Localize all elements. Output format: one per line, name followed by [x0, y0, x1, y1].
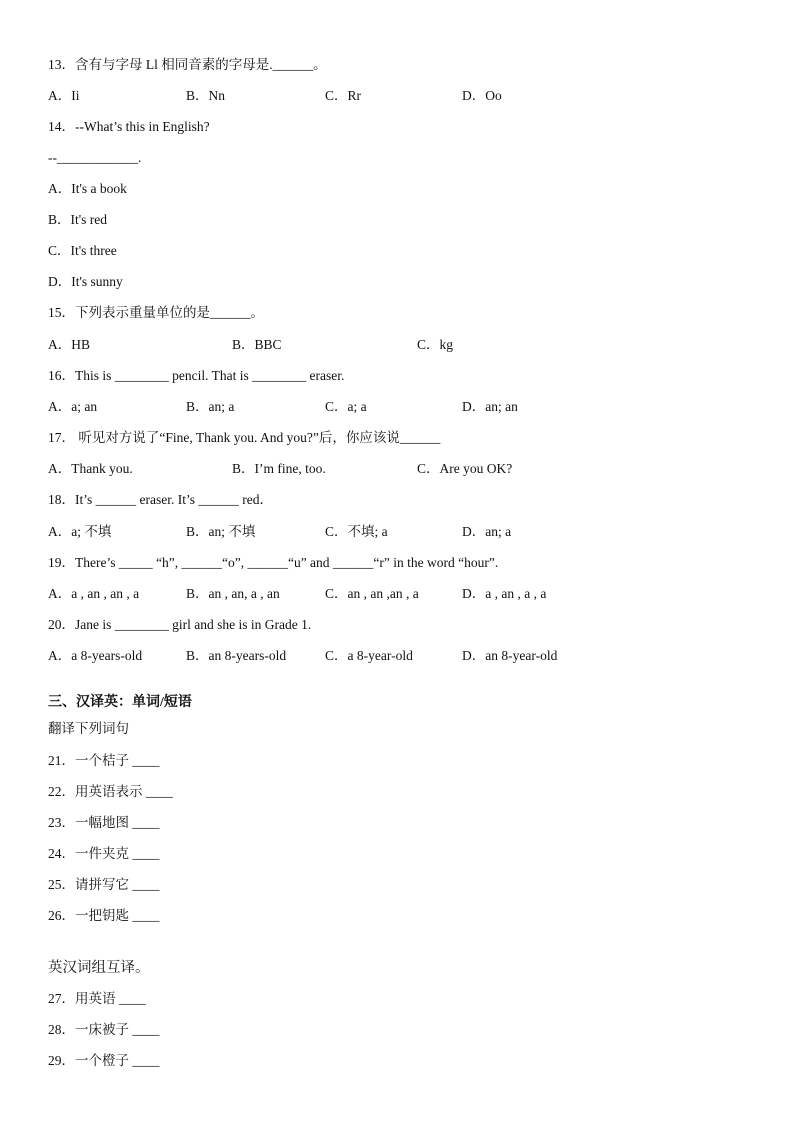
q19-option-c: C．an , an ,an , a — [325, 586, 419, 601]
q14-option-b: B．It's red — [48, 212, 108, 227]
question-22: 22．用英语表示 ____ — [48, 784, 173, 799]
q15-option-a: A．HB — [48, 337, 91, 352]
question-24: 24．一件夹克 ____ — [48, 846, 160, 861]
q16-option-d: D．an; an — [462, 399, 518, 414]
q18-option-d: D．an; a — [462, 524, 512, 539]
q19-option-a: A．a , an , an , a — [48, 586, 140, 601]
q20-option-b: B．an 8-years-old — [186, 648, 287, 663]
q20-option-c: C．a 8-year-old — [325, 648, 413, 663]
question-17-stem: 17． 听见对方说了“Fine, Thank you. And you?”后，你应该说______ — [48, 430, 441, 445]
question-21: 21．一个桔子 ____ — [48, 753, 160, 768]
q17-option-a: A．Thank you. — [48, 461, 133, 476]
q15-option-b: B．BBC — [232, 337, 282, 352]
q19-option-d: D．a , an , a , a — [462, 586, 547, 601]
q17-option-b: B．I’m fine, too. — [232, 461, 326, 476]
question-15-stem: 15．下列表示重量单位的是______。 — [48, 305, 264, 320]
q17-option-c: C．Are you OK? — [417, 461, 513, 476]
question-28: 28．一床被子 ____ — [48, 1022, 160, 1037]
q13-option-b: B．Nn — [186, 88, 226, 103]
q13-option-a: A．Ii — [48, 88, 80, 103]
q18-option-a: A．a; 不填 — [48, 524, 112, 539]
q20-option-d: D．an 8-year-old — [462, 648, 558, 663]
question-13-stem: 13．含有与字母 Ll 相同音素的字母是.______。 — [48, 57, 327, 72]
q15-option-c: C．kg — [417, 337, 454, 352]
section-4-instruction: 英汉词组互译。 — [48, 960, 150, 976]
q18-option-c: C．不填; a — [325, 524, 388, 539]
question-27: 27．用英语 ____ — [48, 991, 146, 1006]
question-16-stem: 16．This is ________ pencil. That is ________ eraser. — [48, 368, 345, 383]
question-19-stem: 19．There’s _____ “h”, ______“o”, ______“u” and ______“r” in the word “hour”. — [48, 555, 499, 570]
question-29: 29．一个橙子 ____ — [48, 1053, 160, 1068]
question-20-stem: 20．Jane is ________ girl and she is in Grade 1. — [48, 617, 312, 632]
section-3-heading: 三、汉译英：单词/短语 — [48, 695, 192, 710]
question-14-answer-line: --____________. — [48, 150, 142, 165]
q14-option-c: C．It's three — [48, 243, 117, 258]
q18-option-b: B．an; 不填 — [186, 524, 256, 539]
question-25: 25．请拼写它 ____ — [48, 877, 160, 892]
q20-option-a: A．a 8-years-old — [48, 648, 143, 663]
question-14-stem: 14．--What’s this in English? — [48, 119, 210, 134]
q16-option-b: B．an; a — [186, 399, 235, 414]
q16-option-c: C．a; a — [325, 399, 367, 414]
section-3-instruction: 翻译下列词句 — [48, 721, 129, 736]
question-23: 23．一幅地图 ____ — [48, 815, 160, 830]
q14-option-a: A．It's a book — [48, 181, 127, 196]
question-18-stem: 18．It’s ______ eraser. It’s ______ red． — [48, 492, 273, 507]
question-26: 26．一把钥匙 ____ — [48, 908, 160, 923]
q13-option-d: D．Oo — [462, 88, 502, 103]
q13-option-c: C．Rr — [325, 88, 362, 103]
q14-option-d: D．It's sunny — [48, 274, 123, 289]
q19-option-b: B．an , an, a , an — [186, 586, 280, 601]
q16-option-a: A．a; an — [48, 399, 98, 414]
